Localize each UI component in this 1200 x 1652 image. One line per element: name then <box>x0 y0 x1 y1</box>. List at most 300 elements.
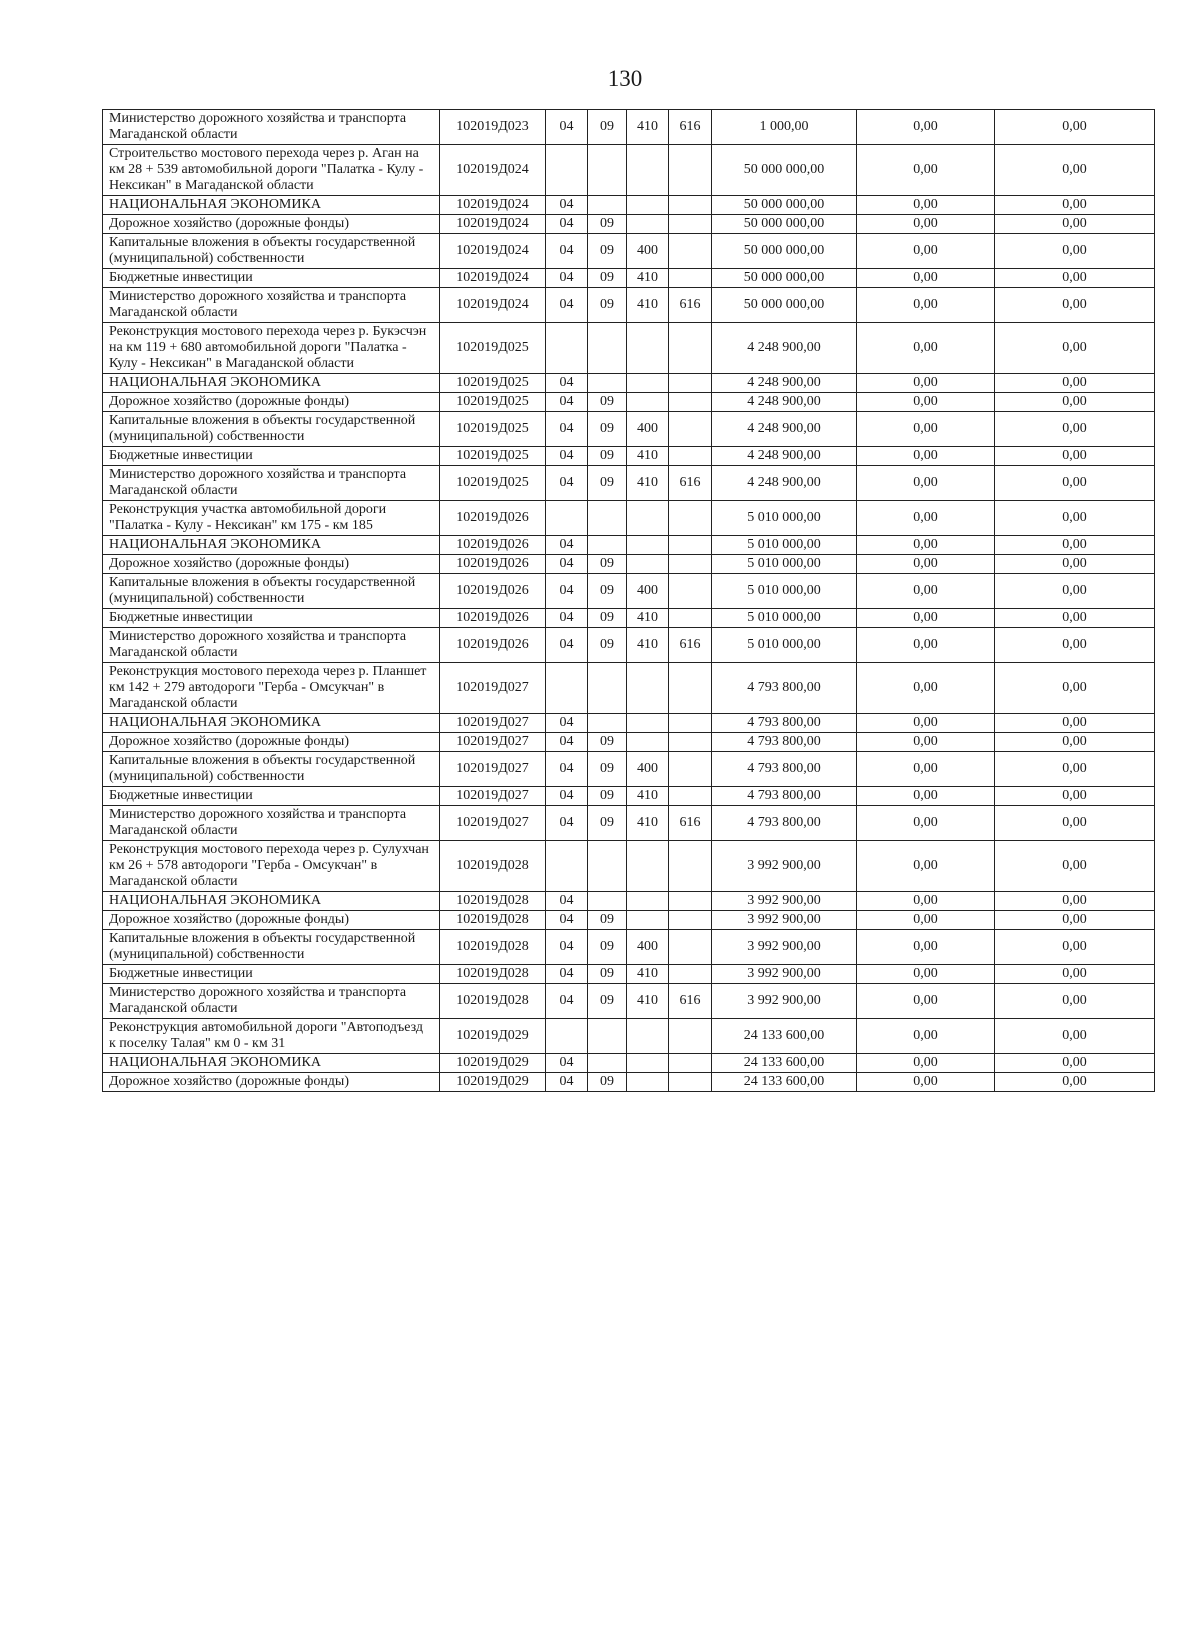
amount-year2-cell: 0,00 <box>857 196 995 215</box>
administrator-cell <box>669 501 712 536</box>
subsection-cell <box>588 892 627 911</box>
section-cell: 04 <box>546 196 588 215</box>
amount-year3-cell: 0,00 <box>995 323 1155 374</box>
amount-year3-cell: 0,00 <box>995 841 1155 892</box>
amount-year1-cell: 1 000,00 <box>712 110 857 145</box>
row-name-cell: Бюджетные инвестиции <box>103 269 440 288</box>
amount-year3-cell: 0,00 <box>995 412 1155 447</box>
row-name-cell: Дорожное хозяйство (дорожные фонды) <box>103 911 440 930</box>
subsection-cell: 09 <box>588 393 627 412</box>
row-name-cell: Капитальные вложения в объекты государственной (муниципальной) собственности <box>103 752 440 787</box>
target-code-cell: 102019Д026 <box>440 555 546 574</box>
amount-year2-cell: 0,00 <box>857 145 995 196</box>
amount-year1-cell: 50 000 000,00 <box>712 269 857 288</box>
amount-year2-cell: 0,00 <box>857 215 995 234</box>
administrator-cell: 616 <box>669 806 712 841</box>
amount-year2-cell: 0,00 <box>857 787 995 806</box>
section-cell: 04 <box>546 288 588 323</box>
target-code-cell: 102019Д025 <box>440 323 546 374</box>
amount-year1-cell: 4 248 900,00 <box>712 412 857 447</box>
table-row <box>103 663 1155 714</box>
administrator-cell: 616 <box>669 984 712 1019</box>
expense-type-cell <box>627 323 669 374</box>
target-code-cell: 102019Д025 <box>440 374 546 393</box>
target-code-cell: 102019Д025 <box>440 447 546 466</box>
amount-year3-cell: 0,00 <box>995 752 1155 787</box>
row-name-cell: Министерство дорожного хозяйства и транспорта Магаданской области <box>103 806 440 841</box>
subsection-cell <box>588 323 627 374</box>
subsection-cell: 09 <box>588 269 627 288</box>
row-name-cell: НАЦИОНАЛЬНАЯ ЭКОНОМИКА <box>103 374 440 393</box>
subsection-cell: 09 <box>588 984 627 1019</box>
amount-year2-cell: 0,00 <box>857 1019 995 1054</box>
expense-type-cell <box>627 393 669 412</box>
amount-year1-cell: 4 248 900,00 <box>712 323 857 374</box>
row-name-cell: Реконструкция мостового перехода через р. Планшет км 142 + 279 автодороги "Герба - Омсукчан" в Магаданской области <box>103 663 440 714</box>
amount-year2-cell: 0,00 <box>857 412 995 447</box>
subsection-cell: 09 <box>588 733 627 752</box>
table-row <box>103 447 1155 466</box>
expense-type-cell <box>627 145 669 196</box>
table-row <box>103 412 1155 447</box>
section-cell: 04 <box>546 1054 588 1073</box>
target-code-cell: 102019Д028 <box>440 984 546 1019</box>
amount-year2-cell: 0,00 <box>857 965 995 984</box>
administrator-cell <box>669 752 712 787</box>
administrator-cell <box>669 609 712 628</box>
administrator-cell <box>669 1073 712 1092</box>
row-name-cell: Дорожное хозяйство (дорожные фонды) <box>103 393 440 412</box>
table-row <box>103 841 1155 892</box>
amount-year3-cell: 0,00 <box>995 536 1155 555</box>
expense-type-cell: 410 <box>627 609 669 628</box>
section-cell: 04 <box>546 466 588 501</box>
section-cell: 04 <box>546 574 588 609</box>
section-cell: 04 <box>546 984 588 1019</box>
page-number: 130 <box>607 66 643 91</box>
subsection-cell: 09 <box>588 1073 627 1092</box>
subsection-cell <box>588 145 627 196</box>
expense-type-cell: 400 <box>627 234 669 269</box>
target-code-cell: 102019Д024 <box>440 269 546 288</box>
section-cell: 04 <box>546 555 588 574</box>
table-row <box>103 911 1155 930</box>
row-name-cell: Капитальные вложения в объекты государственной (муниципальной) собственности <box>103 574 440 609</box>
amount-year2-cell: 0,00 <box>857 714 995 733</box>
row-name-cell: Дорожное хозяйство (дорожные фонды) <box>103 1073 440 1092</box>
amount-year2-cell: 0,00 <box>857 466 995 501</box>
target-code-cell: 102019Д027 <box>440 787 546 806</box>
amount-year3-cell: 0,00 <box>995 393 1155 412</box>
amount-year1-cell: 24 133 600,00 <box>712 1073 857 1092</box>
row-name-cell: Министерство дорожного хозяйства и транспорта Магаданской области <box>103 628 440 663</box>
section-cell: 04 <box>546 787 588 806</box>
table-row <box>103 574 1155 609</box>
row-name-cell: Дорожное хозяйство (дорожные фонды) <box>103 555 440 574</box>
target-code-cell: 102019Д028 <box>440 911 546 930</box>
row-name-cell: НАЦИОНАЛЬНАЯ ЭКОНОМИКА <box>103 1054 440 1073</box>
administrator-cell <box>669 196 712 215</box>
amount-year1-cell: 4 793 800,00 <box>712 752 857 787</box>
amount-year3-cell: 0,00 <box>995 288 1155 323</box>
section-cell <box>546 145 588 196</box>
amount-year1-cell: 24 133 600,00 <box>712 1054 857 1073</box>
table-row <box>103 733 1155 752</box>
amount-year1-cell: 5 010 000,00 <box>712 609 857 628</box>
table-row <box>103 892 1155 911</box>
expense-type-cell: 410 <box>627 110 669 145</box>
row-name-cell: Капитальные вложения в объекты государственной (муниципальной) собственности <box>103 412 440 447</box>
expense-type-cell: 400 <box>627 752 669 787</box>
amount-year2-cell: 0,00 <box>857 663 995 714</box>
amount-year1-cell: 4 248 900,00 <box>712 447 857 466</box>
amount-year3-cell: 0,00 <box>995 466 1155 501</box>
amount-year2-cell: 0,00 <box>857 1073 995 1092</box>
subsection-cell <box>588 536 627 555</box>
subsection-cell: 09 <box>588 110 627 145</box>
expense-type-cell: 410 <box>627 984 669 1019</box>
row-name-cell: Капитальные вложения в объекты государственной (муниципальной) собственности <box>103 930 440 965</box>
administrator-cell <box>669 733 712 752</box>
row-name-cell: Министерство дорожного хозяйства и транспорта Магаданской области <box>103 288 440 323</box>
amount-year1-cell: 50 000 000,00 <box>712 145 857 196</box>
expense-type-cell: 410 <box>627 806 669 841</box>
administrator-cell <box>669 374 712 393</box>
section-cell: 04 <box>546 374 588 393</box>
section-cell: 04 <box>546 536 588 555</box>
target-code-cell: 102019Д027 <box>440 806 546 841</box>
expense-type-cell <box>627 841 669 892</box>
subsection-cell: 09 <box>588 628 627 663</box>
section-cell <box>546 1019 588 1054</box>
administrator-cell <box>669 215 712 234</box>
amount-year1-cell: 4 248 900,00 <box>712 393 857 412</box>
amount-year2-cell: 0,00 <box>857 110 995 145</box>
expense-type-cell: 410 <box>627 269 669 288</box>
subsection-cell: 09 <box>588 911 627 930</box>
amount-year2-cell: 0,00 <box>857 841 995 892</box>
administrator-cell <box>669 1054 712 1073</box>
amount-year2-cell: 0,00 <box>857 930 995 965</box>
amount-year3-cell: 0,00 <box>995 806 1155 841</box>
target-code-cell: 102019Д024 <box>440 288 546 323</box>
amount-year3-cell: 0,00 <box>995 965 1155 984</box>
target-code-cell: 102019Д026 <box>440 501 546 536</box>
table-row <box>103 466 1155 501</box>
amount-year2-cell: 0,00 <box>857 752 995 787</box>
amount-year3-cell: 0,00 <box>995 447 1155 466</box>
expense-type-cell: 410 <box>627 628 669 663</box>
row-name-cell: Бюджетные инвестиции <box>103 447 440 466</box>
table-row <box>103 806 1155 841</box>
expense-type-cell <box>627 1073 669 1092</box>
subsection-cell <box>588 1054 627 1073</box>
amount-year3-cell: 0,00 <box>995 215 1155 234</box>
amount-year2-cell: 0,00 <box>857 555 995 574</box>
amount-year2-cell: 0,00 <box>857 393 995 412</box>
expense-type-cell: 410 <box>627 466 669 501</box>
subsection-cell: 09 <box>588 787 627 806</box>
subsection-cell <box>588 714 627 733</box>
amount-year2-cell: 0,00 <box>857 1054 995 1073</box>
amount-year2-cell: 0,00 <box>857 536 995 555</box>
amount-year3-cell: 0,00 <box>995 1019 1155 1054</box>
subsection-cell: 09 <box>588 288 627 323</box>
target-code-cell: 102019Д028 <box>440 892 546 911</box>
amount-year1-cell: 4 248 900,00 <box>712 374 857 393</box>
amount-year1-cell: 3 992 900,00 <box>712 984 857 1019</box>
amount-year3-cell: 0,00 <box>995 787 1155 806</box>
section-cell <box>546 663 588 714</box>
amount-year1-cell: 5 010 000,00 <box>712 628 857 663</box>
amount-year1-cell: 50 000 000,00 <box>712 215 857 234</box>
amount-year1-cell: 50 000 000,00 <box>712 196 857 215</box>
amount-year1-cell: 4 793 800,00 <box>712 787 857 806</box>
administrator-cell <box>669 663 712 714</box>
section-cell: 04 <box>546 733 588 752</box>
amount-year3-cell: 0,00 <box>995 733 1155 752</box>
amount-year3-cell: 0,00 <box>995 374 1155 393</box>
amount-year2-cell: 0,00 <box>857 501 995 536</box>
amount-year2-cell: 0,00 <box>857 609 995 628</box>
administrator-cell <box>669 892 712 911</box>
administrator-cell: 616 <box>669 110 712 145</box>
table-row <box>103 1073 1155 1092</box>
administrator-cell <box>669 447 712 466</box>
table-row <box>103 787 1155 806</box>
administrator-cell <box>669 412 712 447</box>
subsection-cell <box>588 374 627 393</box>
section-cell: 04 <box>546 714 588 733</box>
target-code-cell: 102019Д023 <box>440 110 546 145</box>
target-code-cell: 102019Д027 <box>440 714 546 733</box>
expense-type-cell <box>627 215 669 234</box>
subsection-cell: 09 <box>588 234 627 269</box>
amount-year2-cell: 0,00 <box>857 911 995 930</box>
subsection-cell: 09 <box>588 965 627 984</box>
target-code-cell: 102019Д026 <box>440 574 546 609</box>
row-name-cell: НАЦИОНАЛЬНАЯ ЭКОНОМИКА <box>103 536 440 555</box>
amount-year3-cell: 0,00 <box>995 1054 1155 1073</box>
expense-type-cell: 410 <box>627 787 669 806</box>
section-cell: 04 <box>546 911 588 930</box>
section-cell: 04 <box>546 447 588 466</box>
target-code-cell: 102019Д028 <box>440 930 546 965</box>
amount-year3-cell: 0,00 <box>995 145 1155 196</box>
amount-year3-cell: 0,00 <box>995 196 1155 215</box>
target-code-cell: 102019Д024 <box>440 196 546 215</box>
subsection-cell: 09 <box>588 609 627 628</box>
section-cell: 04 <box>546 609 588 628</box>
administrator-cell <box>669 536 712 555</box>
subsection-cell: 09 <box>588 752 627 787</box>
table-row <box>103 393 1155 412</box>
amount-year3-cell: 0,00 <box>995 501 1155 536</box>
amount-year3-cell: 0,00 <box>995 110 1155 145</box>
expense-type-cell <box>627 555 669 574</box>
table-row <box>103 984 1155 1019</box>
table-row <box>103 714 1155 733</box>
amount-year1-cell: 4 248 900,00 <box>712 466 857 501</box>
section-cell: 04 <box>546 806 588 841</box>
administrator-cell <box>669 269 712 288</box>
table-row <box>103 215 1155 234</box>
table-row <box>103 269 1155 288</box>
target-code-cell: 102019Д026 <box>440 536 546 555</box>
amount-year2-cell: 0,00 <box>857 288 995 323</box>
row-name-cell: Реконструкция мостового перехода через р. Букэсчэн на км 119 + 680 автомобильной дороги "Палатка - Кулу - Нексикан" в Магаданской области <box>103 323 440 374</box>
subsection-cell: 09 <box>588 466 627 501</box>
administrator-cell: 616 <box>669 466 712 501</box>
subsection-cell <box>588 1019 627 1054</box>
row-name-cell: Дорожное хозяйство (дорожные фонды) <box>103 733 440 752</box>
amount-year3-cell: 0,00 <box>995 269 1155 288</box>
section-cell: 04 <box>546 892 588 911</box>
table-row <box>103 323 1155 374</box>
expense-type-cell <box>627 733 669 752</box>
amount-year2-cell: 0,00 <box>857 892 995 911</box>
table-row <box>103 609 1155 628</box>
administrator-cell <box>669 555 712 574</box>
amount-year3-cell: 0,00 <box>995 892 1155 911</box>
budget-table <box>102 109 1155 1092</box>
amount-year3-cell: 0,00 <box>995 911 1155 930</box>
amount-year1-cell: 50 000 000,00 <box>712 234 857 269</box>
amount-year3-cell: 0,00 <box>995 930 1155 965</box>
section-cell: 04 <box>546 1073 588 1092</box>
table-row <box>103 288 1155 323</box>
table-row <box>103 930 1155 965</box>
table-row <box>103 1019 1155 1054</box>
amount-year2-cell: 0,00 <box>857 447 995 466</box>
administrator-cell <box>669 930 712 965</box>
row-name-cell: Реконструкция мостового перехода через р. Сулухчан км 26 + 578 автодороги "Герба - Омсукчан" в Магаданской области <box>103 841 440 892</box>
row-name-cell: НАЦИОНАЛЬНАЯ ЭКОНОМИКА <box>103 196 440 215</box>
amount-year1-cell: 5 010 000,00 <box>712 574 857 609</box>
expense-type-cell <box>627 714 669 733</box>
amount-year1-cell: 3 992 900,00 <box>712 911 857 930</box>
expense-type-cell: 400 <box>627 412 669 447</box>
expense-type-cell <box>627 911 669 930</box>
subsection-cell <box>588 841 627 892</box>
amount-year3-cell: 0,00 <box>995 234 1155 269</box>
table-row <box>103 501 1155 536</box>
subsection-cell: 09 <box>588 574 627 609</box>
target-code-cell: 102019Д027 <box>440 733 546 752</box>
amount-year3-cell: 0,00 <box>995 1073 1155 1092</box>
amount-year2-cell: 0,00 <box>857 628 995 663</box>
target-code-cell: 102019Д024 <box>440 145 546 196</box>
table-row <box>103 555 1155 574</box>
subsection-cell: 09 <box>588 806 627 841</box>
amount-year1-cell: 4 793 800,00 <box>712 733 857 752</box>
table-row <box>103 628 1155 663</box>
table-row <box>103 374 1155 393</box>
section-cell: 04 <box>546 215 588 234</box>
administrator-cell: 616 <box>669 288 712 323</box>
table-row <box>103 196 1155 215</box>
row-name-cell: НАЦИОНАЛЬНАЯ ЭКОНОМИКА <box>103 892 440 911</box>
administrator-cell: 616 <box>669 628 712 663</box>
amount-year1-cell: 4 793 800,00 <box>712 663 857 714</box>
expense-type-cell <box>627 536 669 555</box>
administrator-cell <box>669 1019 712 1054</box>
amount-year2-cell: 0,00 <box>857 574 995 609</box>
expense-type-cell <box>627 1054 669 1073</box>
table-row <box>103 234 1155 269</box>
subsection-cell: 09 <box>588 412 627 447</box>
subsection-cell: 09 <box>588 555 627 574</box>
expense-type-cell <box>627 374 669 393</box>
target-code-cell: 102019Д029 <box>440 1019 546 1054</box>
amount-year1-cell: 3 992 900,00 <box>712 841 857 892</box>
amount-year3-cell: 0,00 <box>995 628 1155 663</box>
amount-year2-cell: 0,00 <box>857 984 995 1019</box>
subsection-cell: 09 <box>588 447 627 466</box>
expense-type-cell <box>627 501 669 536</box>
row-name-cell: Капитальные вложения в объекты государственной (муниципальной) собственности <box>103 234 440 269</box>
administrator-cell <box>669 145 712 196</box>
target-code-cell: 102019Д029 <box>440 1054 546 1073</box>
target-code-cell: 102019Д025 <box>440 466 546 501</box>
amount-year3-cell: 0,00 <box>995 609 1155 628</box>
administrator-cell <box>669 911 712 930</box>
administrator-cell <box>669 234 712 269</box>
section-cell: 04 <box>546 412 588 447</box>
section-cell: 04 <box>546 110 588 145</box>
target-code-cell: 102019Д024 <box>440 234 546 269</box>
target-code-cell: 102019Д027 <box>440 752 546 787</box>
amount-year3-cell: 0,00 <box>995 984 1155 1019</box>
section-cell: 04 <box>546 930 588 965</box>
administrator-cell <box>669 787 712 806</box>
amount-year1-cell: 5 010 000,00 <box>712 555 857 574</box>
amount-year3-cell: 0,00 <box>995 663 1155 714</box>
section-cell: 04 <box>546 393 588 412</box>
amount-year2-cell: 0,00 <box>857 323 995 374</box>
administrator-cell <box>669 965 712 984</box>
section-cell: 04 <box>546 269 588 288</box>
amount-year1-cell: 50 000 000,00 <box>712 288 857 323</box>
row-name-cell: Бюджетные инвестиции <box>103 965 440 984</box>
target-code-cell: 102019Д027 <box>440 663 546 714</box>
amount-year1-cell: 3 992 900,00 <box>712 965 857 984</box>
section-cell: 04 <box>546 965 588 984</box>
amount-year2-cell: 0,00 <box>857 733 995 752</box>
amount-year1-cell: 4 793 800,00 <box>712 714 857 733</box>
row-name-cell: Реконструкция автомобильной дороги "Автоподъезд к поселку Талая" км 0 - км 31 <box>103 1019 440 1054</box>
row-name-cell: Министерство дорожного хозяйства и транспорта Магаданской области <box>103 466 440 501</box>
amount-year1-cell: 3 992 900,00 <box>712 930 857 965</box>
subsection-cell <box>588 663 627 714</box>
target-code-cell: 102019Д028 <box>440 841 546 892</box>
amount-year2-cell: 0,00 <box>857 806 995 841</box>
subsection-cell <box>588 196 627 215</box>
amount-year3-cell: 0,00 <box>995 574 1155 609</box>
expense-type-cell <box>627 196 669 215</box>
amount-year3-cell: 0,00 <box>995 714 1155 733</box>
expense-type-cell: 410 <box>627 447 669 466</box>
expense-type-cell: 400 <box>627 574 669 609</box>
expense-type-cell <box>627 663 669 714</box>
table-row <box>103 1054 1155 1073</box>
section-cell: 04 <box>546 752 588 787</box>
section-cell: 04 <box>546 234 588 269</box>
expense-type-cell: 410 <box>627 288 669 323</box>
table-row <box>103 536 1155 555</box>
table-row <box>103 145 1155 196</box>
target-code-cell: 102019Д025 <box>440 393 546 412</box>
